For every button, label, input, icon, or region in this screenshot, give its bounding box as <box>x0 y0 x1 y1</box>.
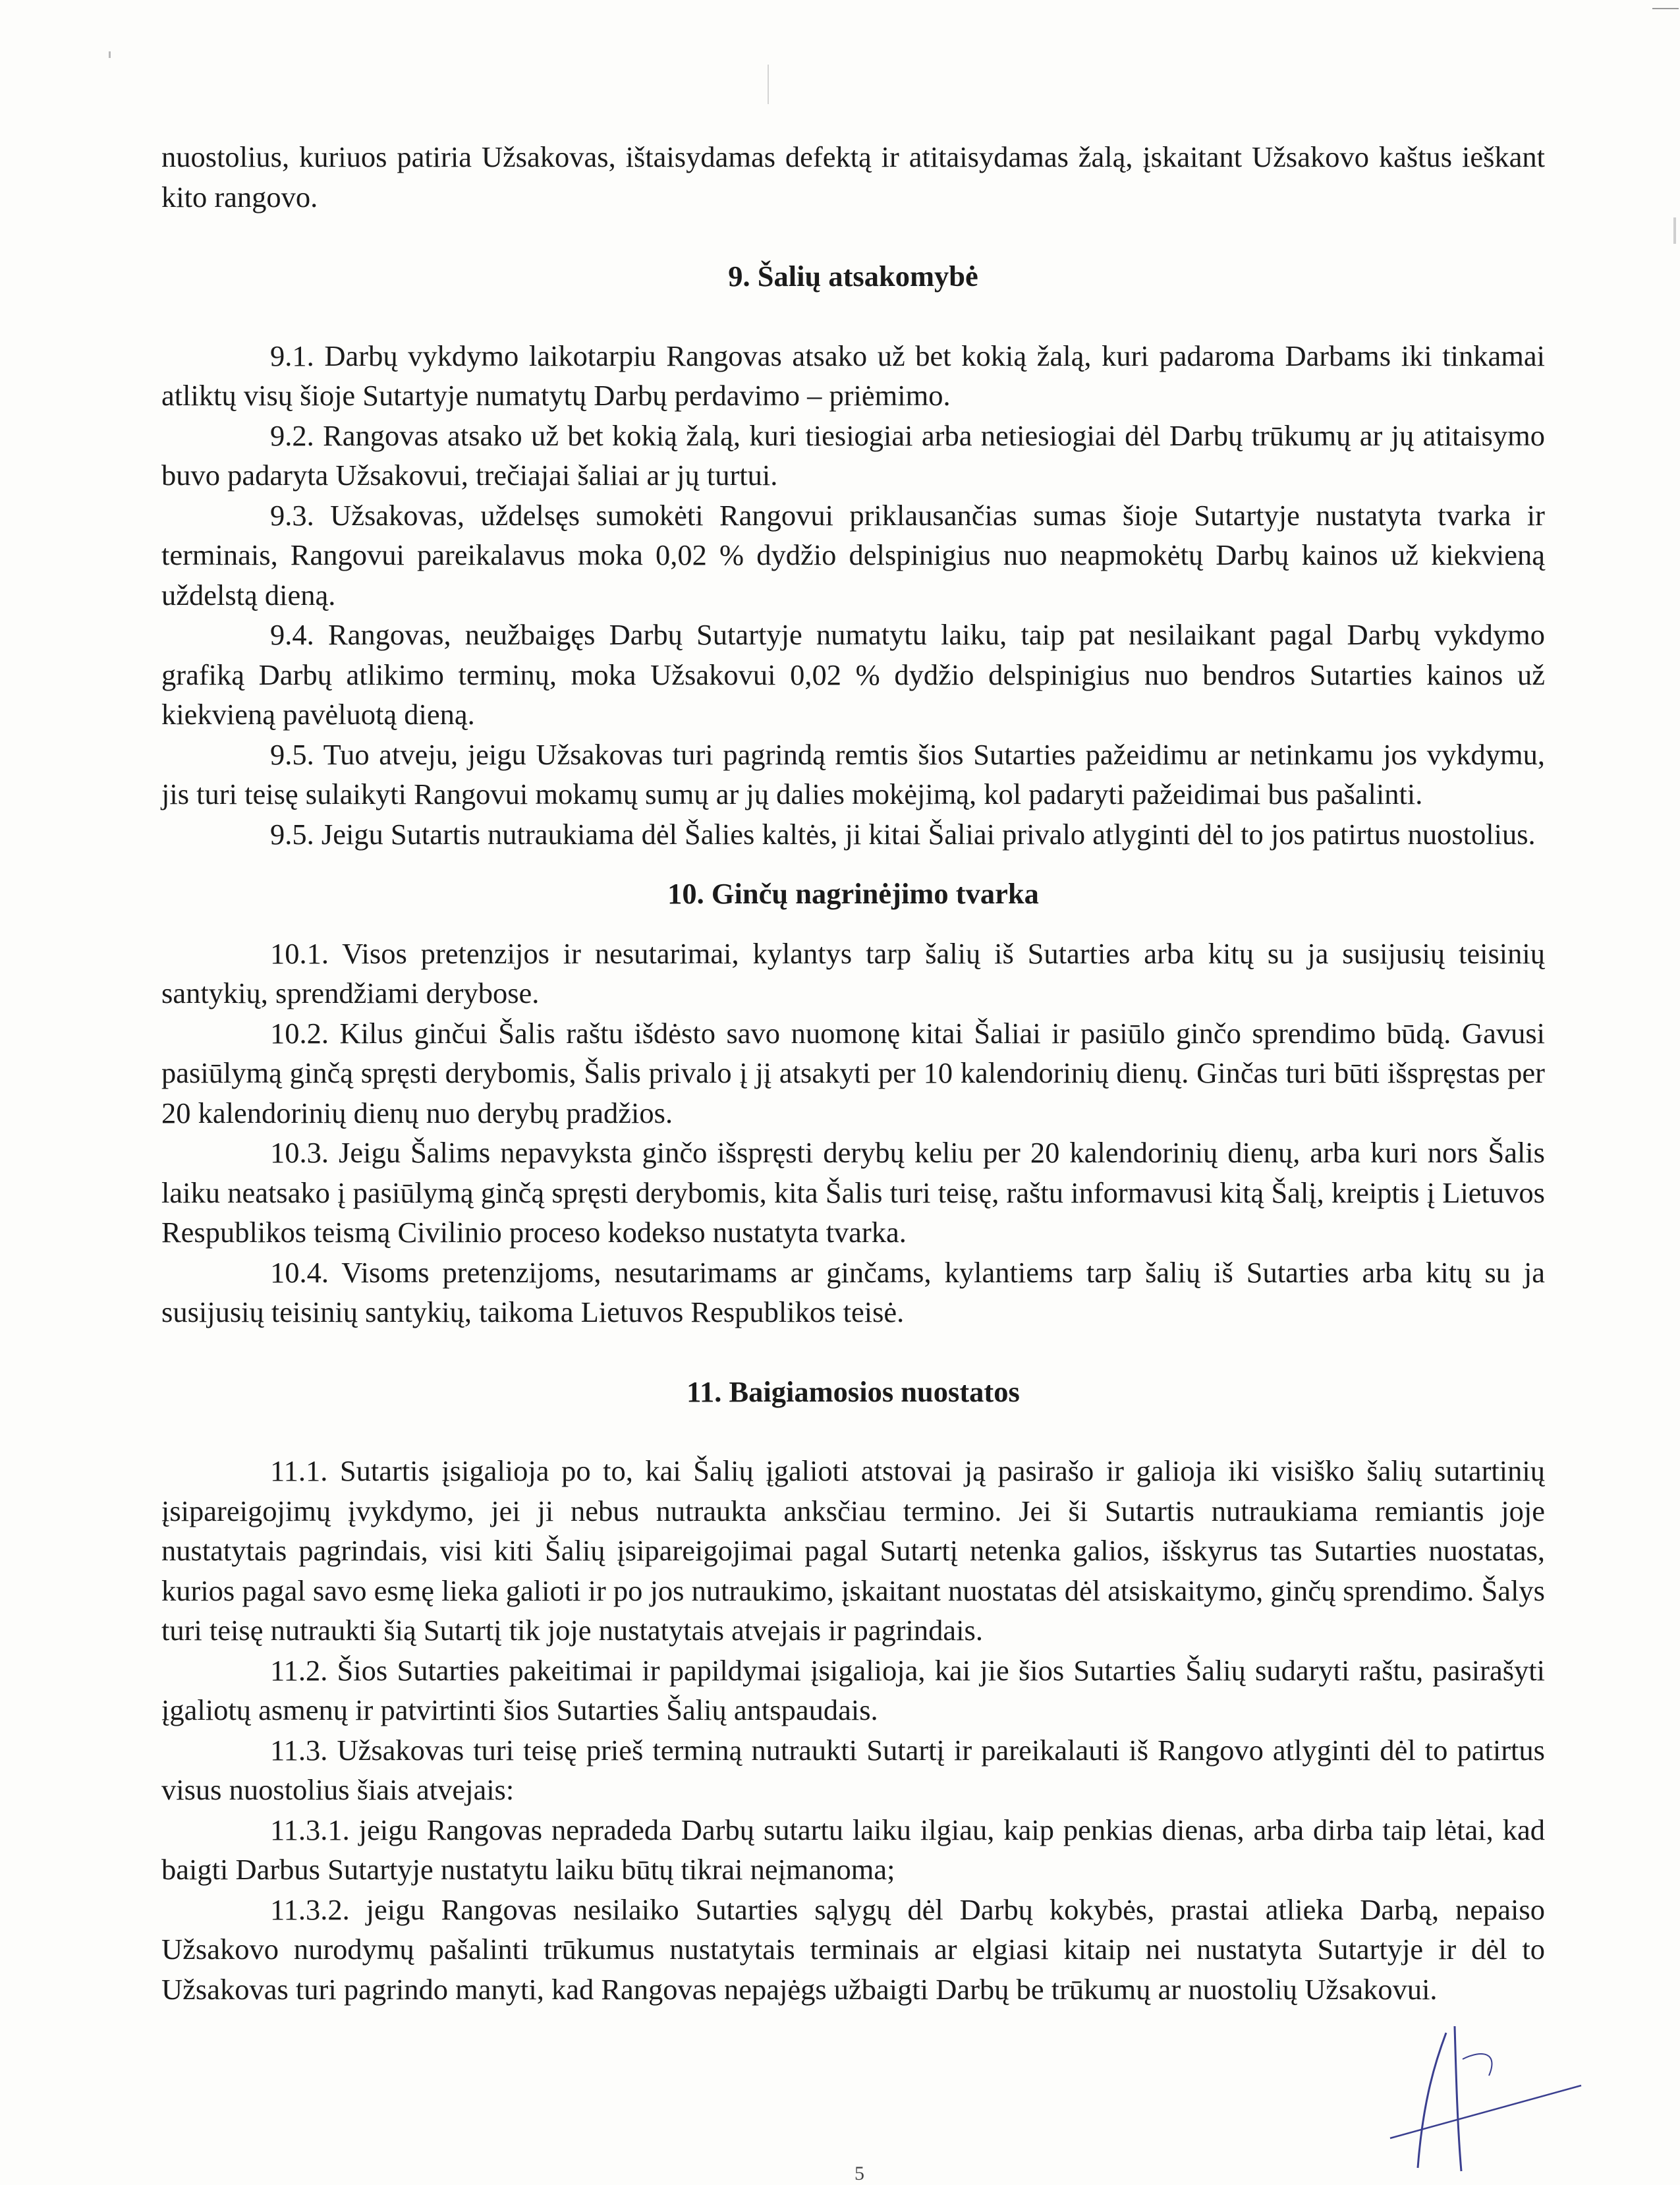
clause-11-2: 11.2. Šios Sutarties pakeitimai ir papildymai įsigalioja, kai jie šios Sutarties Šalių sudaryti raštu, pasirašyti įgaliotų asmenų ir patvirtinti šios Sutarties Šalių antspaudais. <box>161 1653 1545 1726</box>
clause-11-3: 11.3. Užsakovas turi teisę prieš terminą nutraukti Sutartį ir pareikalauti iš Rangovo atlyginti dėl to patirtus visus nuostolius šiais atvejais: <box>161 1733 1545 1806</box>
section-heading: 9. Šalių atsakomybė <box>728 260 978 293</box>
clause-10-1: 10.1. Visos pretenzijos ir nesutarimai, kylantys tarp šalių iš Sutarties arba kitų su ja susijusių teisinių santykių, sprendžiami derybose. <box>161 936 1545 1009</box>
clause-11-3-2: 11.3.2. jeigu Rangovas nesilaiko Sutarties sąlygų dėl Darbų kokybės, prastai atlieka Darbą, nepaiso Užsakovo nurodymų pašalinti trūkumus nustatytais terminais ar elgiasi kitaip nei nustatyta Sutartyje ir dėl to Užsakovas turi pagrindo manyti, kad Rangovas nepajėgs užbaigti Darbų be trūkumų ar nuostolių Užsakovui. <box>161 1892 1545 2006</box>
clause-10-3: 10.3. Jeigu Šalims nepavyksta ginčo išspręsti derybų keliu per 20 kalendorinių dienų, arba kuri nors Šalis laiku neatsako į pasiūlymą ginčą spręsti derybomis, kita Šalis turi teisę, raštu informavusi kitą Šalį, kreiptis į Lietuvos Respublikos teismą Civilinio proceso kodekso nustatyta tvarka. <box>161 1136 1545 1249</box>
clause-10-2: 10.2. Kilus ginčui Šalis raštu išdėsto savo nuomonę kitai Šaliai ir pasiūlo ginčo sprendimo būdą. Gavusi pasiūlymą ginčą spręsti derybomis, Šalis privalo į jį atsakyti per 10 kalendorinių dienų. Ginčas turi būti išspręstas per 20 kalendorinių dienų nuo derybų pradžios. <box>161 1016 1545 1129</box>
document-body <box>161 137 1545 2009</box>
clause-10-4: 10.4. Visoms pretenzijoms, nesutarimams ar ginčams, kylantiems tarp šalių iš Sutarties arba kitų su ja susijusių teisinių santykių, taikoma Lietuvos Respublikos teisė. <box>161 1255 1545 1328</box>
clause-9-2: 9.2. Rangovas atsako už bet kokią žalą, kuri tiesiogiai arba netiesiogiai dėl Darbų trūkumų ar jų atitaisymo buvo padaryta Užsakovui, trečiajai šaliai ar jų turtui. <box>161 418 1545 492</box>
scan-artifact <box>109 51 111 58</box>
clause-9-4: 9.4. Rangovas, neužbaigęs Darbų Sutartyje numatytu laiku, taip pat nesilaikant pagal Darbų vykdymo grafiką Darbų atlikimo terminų, moka Užsakovui 0,02 % dydžio delspinigius nuo bendros Sutarties kainos už kiekvieną pavėluotą dieną. <box>161 618 1545 731</box>
section-heading: 11. Baigiamosios nuostatos <box>686 1375 1020 1408</box>
clause-11-3-1: 11.3.1. jeigu Rangovas nepradeda Darbų sutartu laiku ilgiau, kaip penkias dienas, arba dirba taip lėtai, kad baigti Darbus Sutartyje nustatytu laiku būtų tikrai neįmanoma; <box>161 1813 1545 1886</box>
opening-paragraph: nuostolius, kuriuos patiria Užsakovas, ištaisydamas defektą ir atitaisydamas žalą, įskaitant Užsakovo kaštus ieškant kito rangovo. <box>161 140 1545 213</box>
clause-9-5b: 9.5. Jeigu Sutartis nutraukiama dėl Šalies kaltės, ji kitai Šaliai privalo atlyginti dėl to jos patirtus nuostolius. <box>270 817 1536 851</box>
signature-initials <box>1384 2013 1594 2174</box>
clause-9-5a: 9.5. Tuo atveju, jeigu Užsakovas turi pagrindą remtis šios Sutarties pažeidimu ar netinkamu jos vykdymu, jis turi teisę sulaikyti Rangovui mokamų sumų ar jų dalies mokėjimą, kol padaryti pažeidimai bus pašalinti. <box>161 737 1545 810</box>
page-number: 5 <box>854 2163 864 2184</box>
scan-artifact <box>768 65 769 104</box>
section-heading: 10. Ginčų nagrinėjimo tvarka <box>667 877 1039 910</box>
clause-11-1: 11.1. Sutartis įsigalioja po to, kai Šalių įgalioti atstovai ją pasirašo ir galioja iki visiško šalių sutartinių įsipareigojimų įvykdymo, jei ji nebus nutraukta anksčiau termino. Jei ši Sutartis nutraukiama remiantis joje nustatytais pagrindais, visi kiti Šalių įsipareigojimai pagal Sutartį netenka galios, išskyrus tas Sutarties nuostatas, kurios pagal savo esmę lieka galioti ir po jos nutraukimo, įskaitant nuostatas dėl atsiskaitymo, ginčų sprendimo. Šalys turi teisę nutraukti šią Sutartį tik joje nustatytais atvejais ir pagrindais. <box>161 1454 1545 1647</box>
scan-artifact <box>1652 8 1679 9</box>
clause-9-1: 9.1. Darbų vykdymo laikotarpiu Rangovas atsako už bet kokią žalą, kuri padaroma Darbams iki tinkamai atliktų visų šioje Sutartyje numatytų Darbų perdavimo – priėmimo. <box>161 339 1545 412</box>
clause-9-3: 9.3. Užsakovas, uždelsęs sumokėti Rangovui priklausančias sumas šioje Sutartyje nustatyta tvarka ir terminais, Rangovui pareikalavus moka 0,02 % dydžio delspinigius nuo neapmokėtų Darbų kainos už kiekvieną uždelstą dieną. <box>161 498 1545 611</box>
scan-artifact <box>1673 217 1676 244</box>
